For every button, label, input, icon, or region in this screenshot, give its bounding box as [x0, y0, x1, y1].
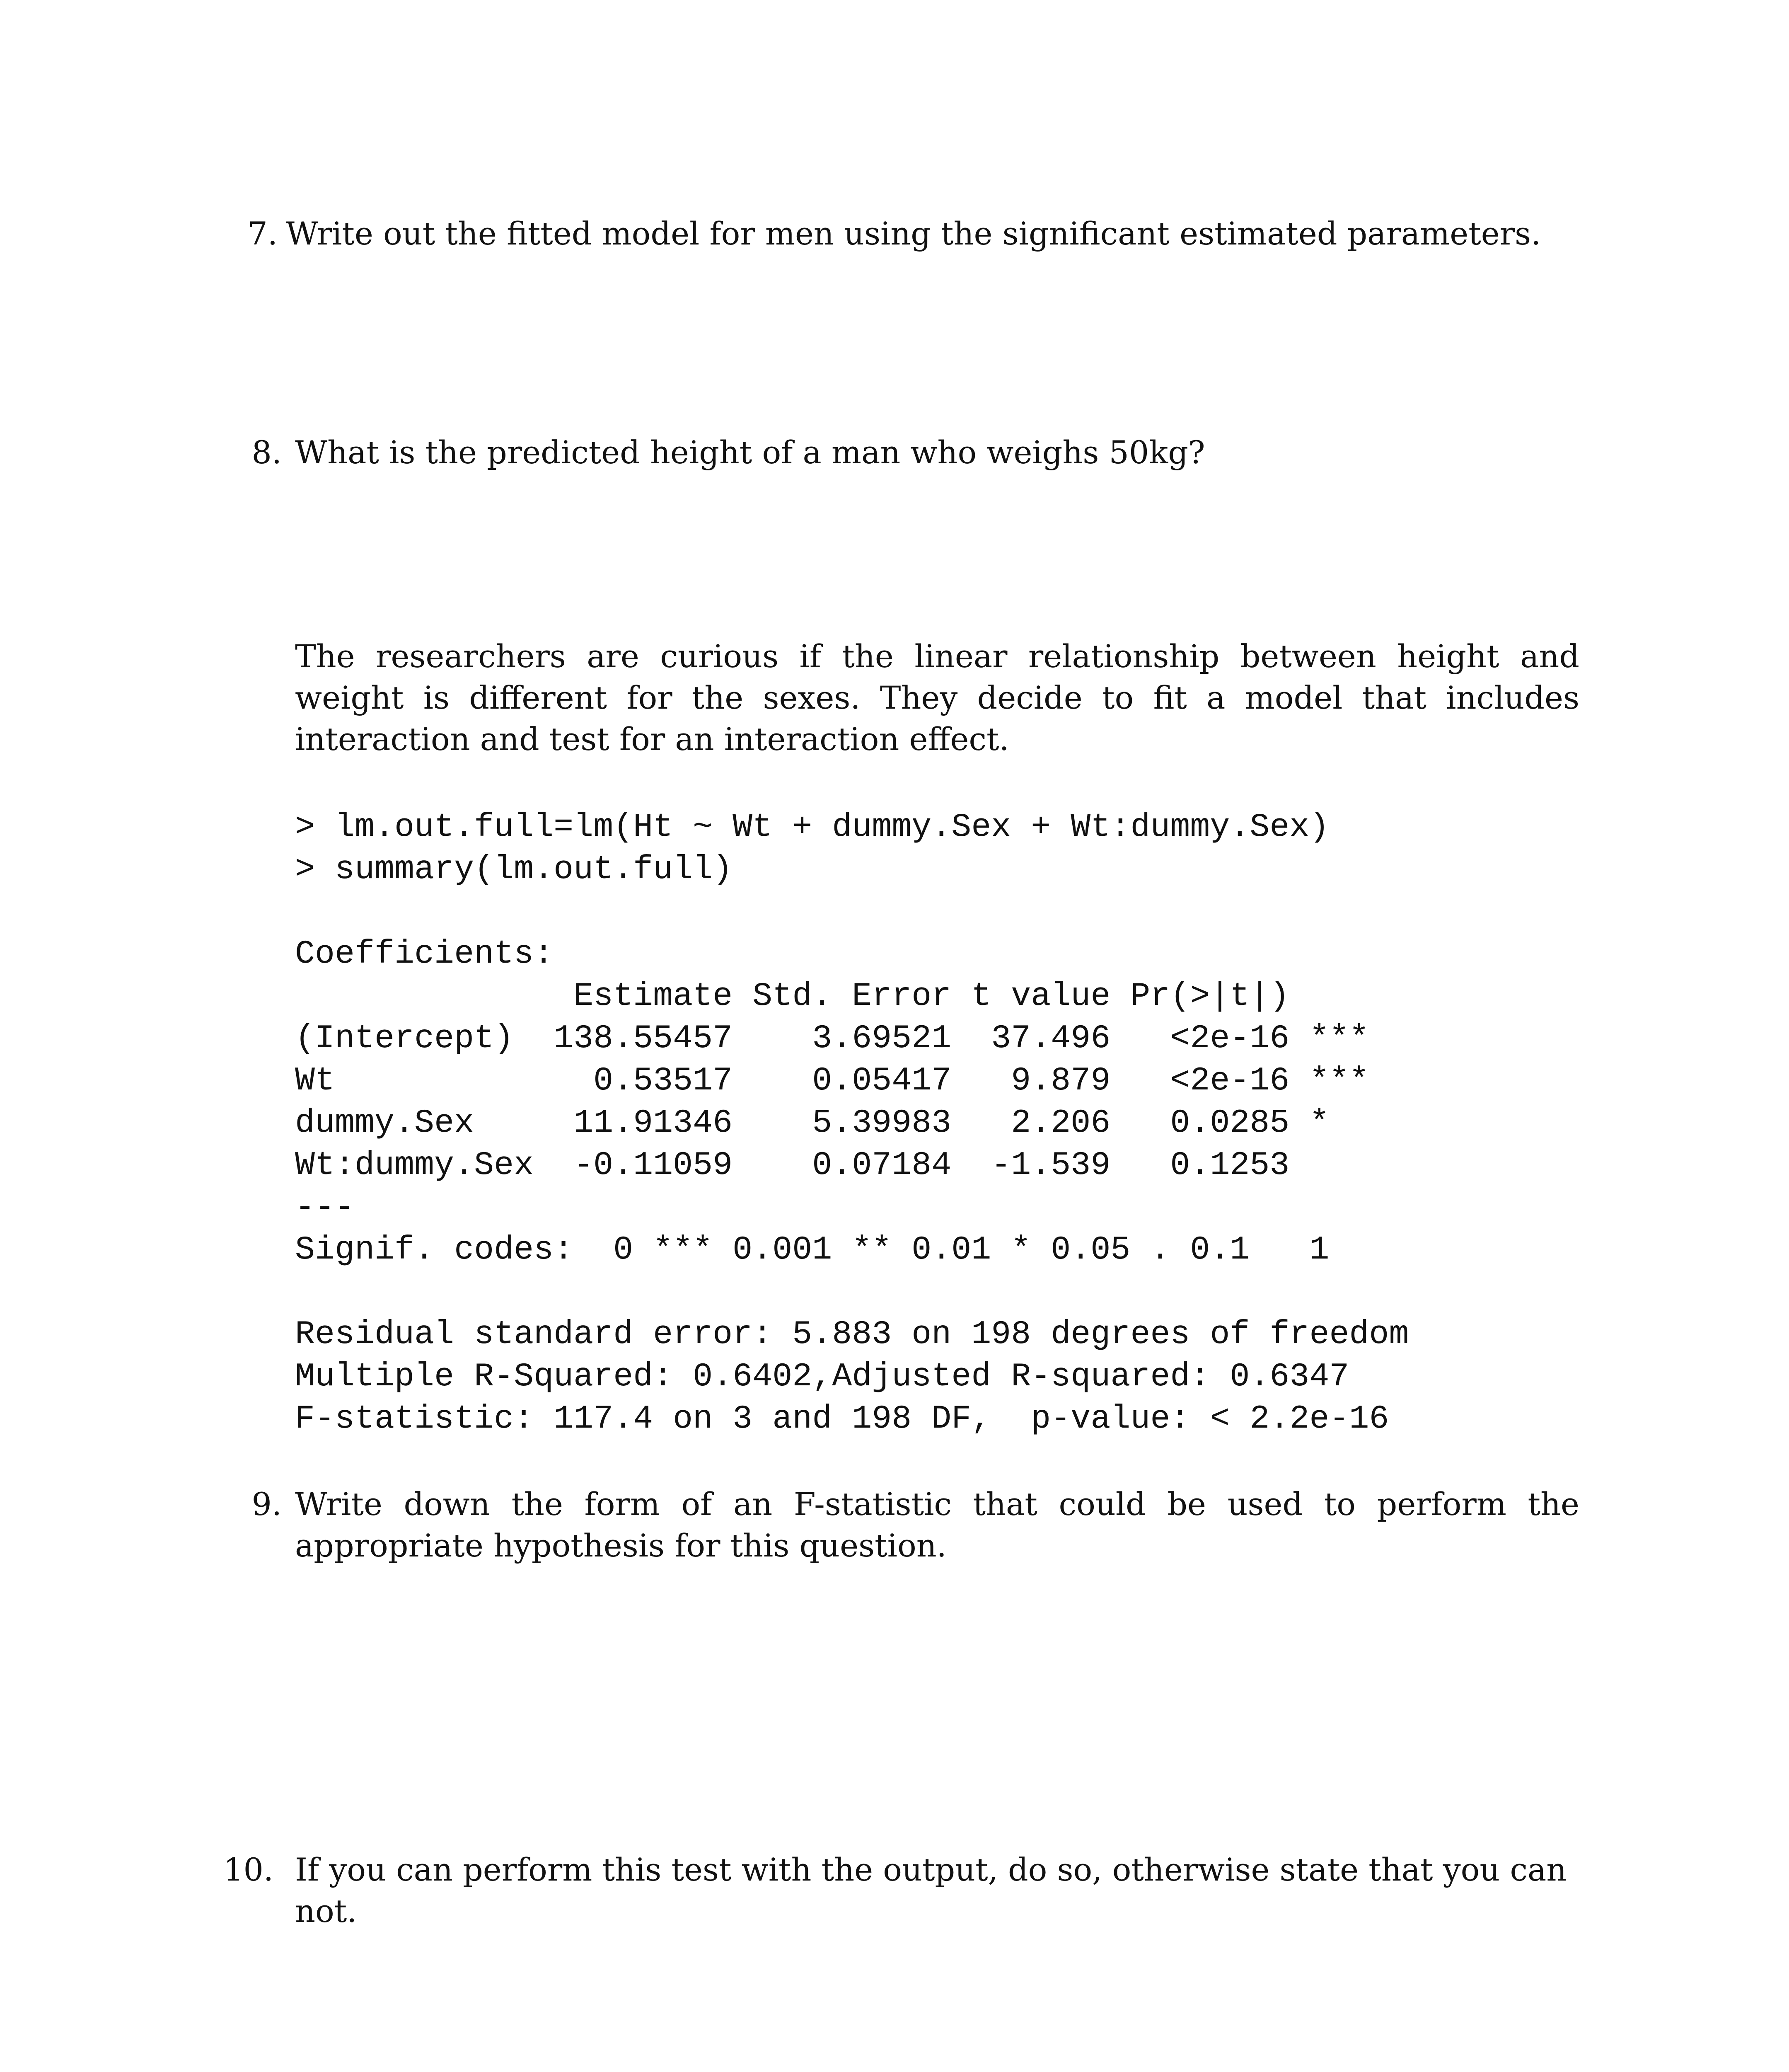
question-9-number: 9.: [251, 1486, 282, 1523]
r-squared-line: Multiple R-Squared: 0.6402,Adjusted R-squared: 0.6347: [295, 1358, 1349, 1396]
r-command-lm: > lm.out.full=lm(Ht ~ Wt + dummy.Sex + Wt:dummy.Sex): [295, 808, 1330, 846]
r-command-summary: > summary(lm.out.full): [295, 851, 733, 888]
signif-codes: Signif. codes: 0 *** 0.001 ** 0.01 * 0.05 . 0.1 1: [295, 1231, 1330, 1269]
coefficients-label: Coefficients:: [295, 935, 554, 973]
question-9-text: Write down the form of an F-statistic that could be used to perform the appropriate hypothesis for this question.: [295, 1486, 1579, 1564]
f-statistic-line: F-statistic: 117.4 on 3 and 198 DF, p-value: < 2.2e-16: [295, 1400, 1389, 1438]
coef-row-dummy-sex: dummy.Sex 11.91346 5.39983 2.206 0.0285 *: [295, 1104, 1330, 1142]
question-10-text: If you can perform this test with the output, do so, otherwise state that you can not.: [295, 1851, 1567, 1929]
intro-paragraph: The researchers are curious if the linear relationship between height and weight is different for the sexes. They decide to fit a model that includes interaction and test for an interaction effect.: [295, 638, 1579, 758]
question-8-text: What is the predicted height of a man who weighs 50kg?: [295, 434, 1205, 471]
question-10-number: 10.: [223, 1851, 273, 1888]
coef-row-intercept: (Intercept) 138.55457 3.69521 37.496 <2e-16 ***: [295, 1020, 1369, 1058]
residual-standard-error: Residual standard error: 5.883 on 198 degrees of freedom: [295, 1316, 1409, 1353]
question-7-number: 7.: [247, 215, 278, 252]
code-separator: ---: [295, 1189, 355, 1227]
coef-row-wt: Wt 0.53517 0.05417 9.879 <2e-16 ***: [295, 1062, 1369, 1100]
coefficients-header: Estimate Std. Error t value Pr(>|t|): [295, 978, 1290, 1015]
question-7-text: Write out the fitted model for men using the significant estimated parameters.: [286, 215, 1541, 252]
coef-row-interaction: Wt:dummy.Sex -0.11059 0.07184 -1.539 0.1253: [295, 1147, 1290, 1184]
question-8-number: 8.: [251, 434, 282, 471]
